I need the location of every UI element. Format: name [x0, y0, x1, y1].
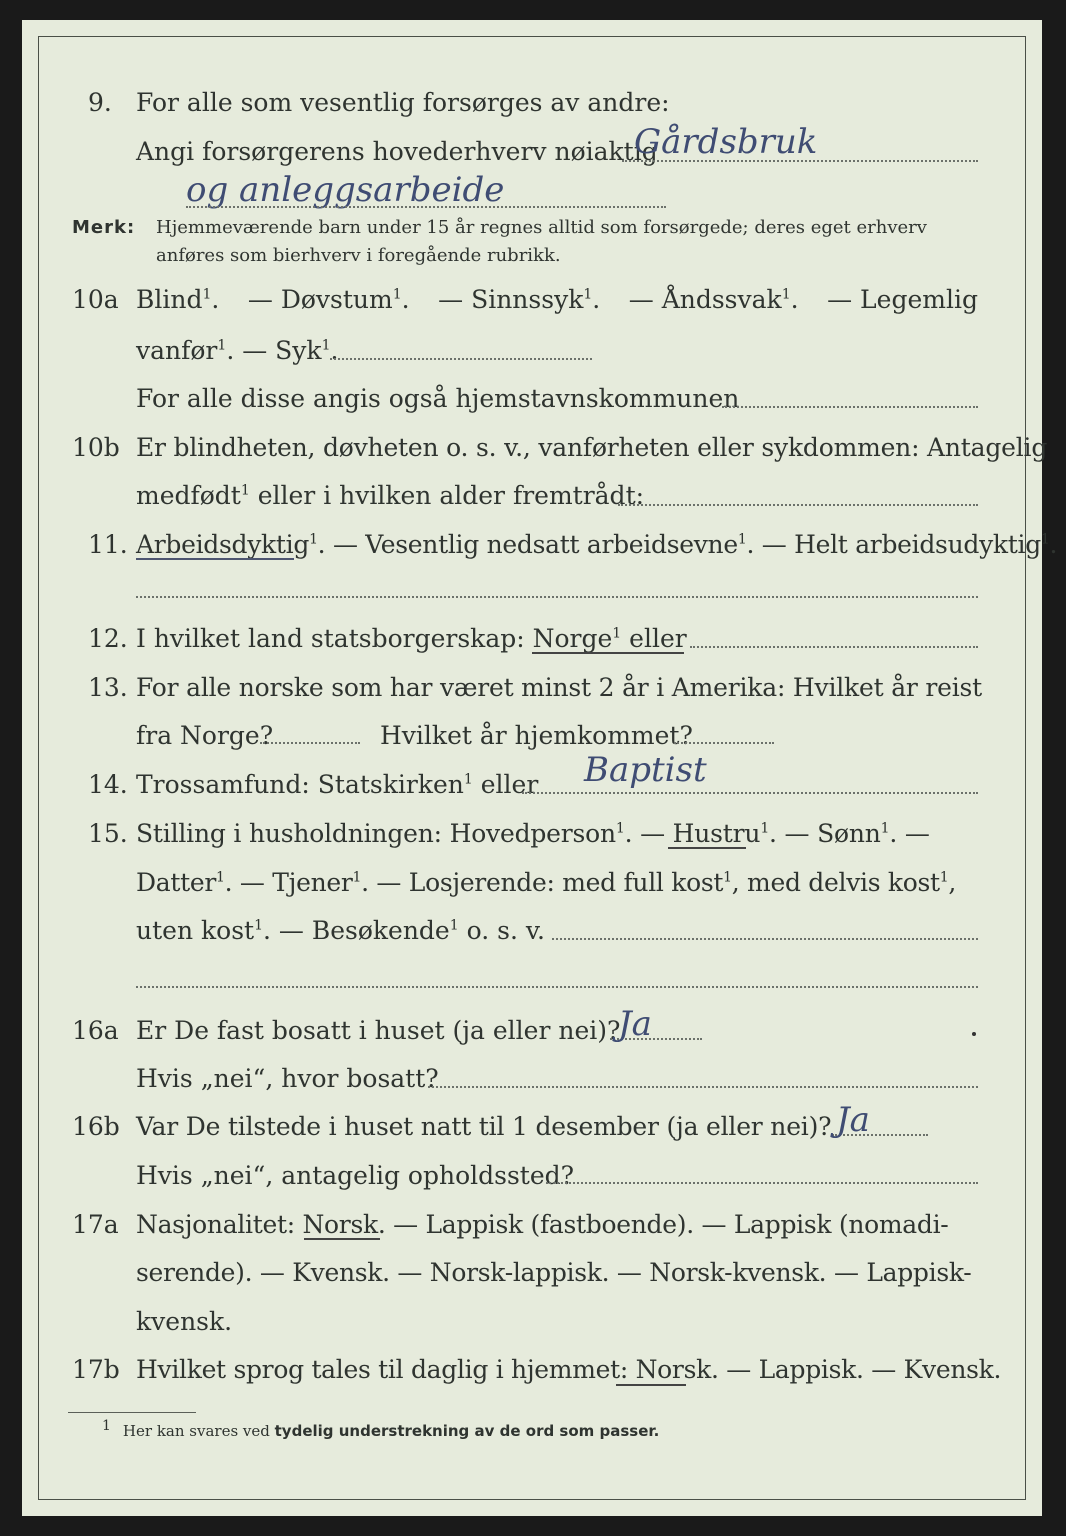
handwritten-answer: Gårdsbruk	[634, 122, 818, 162]
footnote-rule	[68, 1412, 196, 1413]
q9-line1: For alle som vesentlig forsørges av andre:	[136, 88, 670, 117]
item-number: 10b	[72, 433, 120, 462]
item-number: 12.	[88, 624, 128, 653]
item-number: 15.	[88, 819, 128, 848]
underline-mark	[136, 558, 294, 560]
item-number: 16a	[72, 1016, 119, 1045]
q10a-line3: For alle disse angis også hjemstavnskommunen	[136, 384, 740, 413]
footnote: $^1$ Her kan svares ved tydelig understrekning av de ord som passer.	[102, 1418, 660, 1440]
handwritten-answer: Ja	[618, 1004, 652, 1044]
census-form-page	[22, 20, 1058, 1516]
q15-line2: Datter$^1$. — Tjener$^1$. — Losjerende: med full kost$^1$, med delvis kost$^1$,	[136, 868, 957, 897]
q10b-line1: Er blindheten, døvheten o. s. v., vanførheten eller sykdommen: Antagelig	[136, 433, 1048, 462]
underline-mark	[668, 847, 746, 849]
item-number: 17a	[72, 1210, 119, 1239]
q13-line1: For alle norske som har været minst 2 år i Amerika: Hvilket år reist	[136, 673, 983, 702]
q15-line1: Stilling i husholdningen: Hovedperson$^1$. — Hustru$^1$. — Sønn$^1$. —	[136, 819, 930, 848]
underline-mark	[616, 1384, 686, 1386]
answer-line	[618, 504, 978, 506]
q10a-line2: vanfør$^1$. — Syk$^1$.	[136, 336, 339, 365]
footnote-mark: 1	[102, 1418, 111, 1434]
underline-mark	[304, 1238, 380, 1240]
note-line2: anføres som bierhverv i foregående rubrikk.	[156, 245, 561, 266]
answer-line	[186, 206, 666, 208]
item-number: 10a	[72, 285, 119, 314]
answer-line	[428, 1086, 978, 1088]
q17b-line: Hvilket sprog tales til daglig i hjemmet: Norsk. — Lappisk. — Kvensk.	[136, 1355, 1002, 1384]
answer-line	[522, 792, 978, 794]
note-label: Merk:	[72, 217, 136, 238]
item-number: 9.	[88, 88, 112, 117]
q10b-line2: medfødt$^1$ eller i hvilken alder fremtrådt:	[136, 481, 645, 510]
item-number: 13.	[88, 673, 128, 702]
q9-line2: Angi forsørgerens hovederhverv nøiaktig	[136, 137, 658, 166]
ink-dot	[972, 1032, 976, 1036]
answer-line	[546, 1182, 978, 1184]
handwritten-answer: Baptist	[584, 750, 707, 790]
answer-line	[674, 742, 774, 744]
q16a-line1: Er De fast bosatt i huset (ja eller nei)?	[136, 1016, 621, 1045]
q12-line: I hvilket land statsborgerskap: Norge$^1$ eller	[136, 624, 687, 653]
answer-line	[330, 358, 592, 360]
item-number: 14.	[88, 770, 128, 799]
answer-line	[690, 646, 978, 648]
q13-line2b: Hvilket år hjemkommet?	[380, 721, 693, 750]
answer-line	[136, 986, 978, 988]
answer-line	[552, 938, 978, 940]
q10a-line1: Blind$^1$. — Døvstum$^1$. — Sinnssyk$^1$. — Åndssvak$^1$. — Legemlig	[136, 285, 978, 314]
q14-line: Trossamfund: Statskirken$^1$ eller	[136, 770, 539, 799]
q15-line3: uten kost$^1$. — Besøkende$^1$ o. s. v.	[136, 916, 545, 945]
q17a-line2: serende). — Kvensk. — Norsk-lappisk. — Norsk-kvensk. — Lappisk-	[136, 1258, 972, 1287]
q17a-line1: Nasjonalitet: Norsk. — Lappisk (fastboende). — Lappisk (nomadi-	[136, 1210, 949, 1239]
q16b-line2: Hvis „nei“, antagelig opholdssted?	[136, 1161, 575, 1190]
underline-mark	[532, 652, 684, 654]
item-number: 11.	[88, 530, 128, 559]
answer-line	[722, 406, 978, 408]
note	[72, 214, 135, 242]
answer-line	[260, 742, 360, 744]
q11-line: Arbeidsdyktig$^1$. — Vesentlig nedsatt arbeidsevne$^1$. — Helt arbeidsudyktig$^1$.	[136, 530, 1058, 559]
answer-line	[136, 596, 978, 598]
item-number: 17b	[72, 1355, 120, 1384]
q13-line2a: fra Norge?	[136, 721, 274, 750]
q16a-line2: Hvis „nei“, hvor bosatt?	[136, 1064, 439, 1093]
item-number: 16b	[72, 1112, 120, 1141]
handwritten-answer: Ja	[836, 1100, 870, 1140]
q16b-line1: Var De tilstede i huset natt til 1 desember (ja eller nei)?	[136, 1112, 832, 1141]
note-line1: Hjemmeværende barn under 15 år regnes alltid som forsørgede; deres eget erhverv	[156, 217, 927, 238]
q17a-line3: kvensk.	[136, 1307, 233, 1336]
handwritten-answer: og anleggsarbeide	[186, 170, 505, 210]
